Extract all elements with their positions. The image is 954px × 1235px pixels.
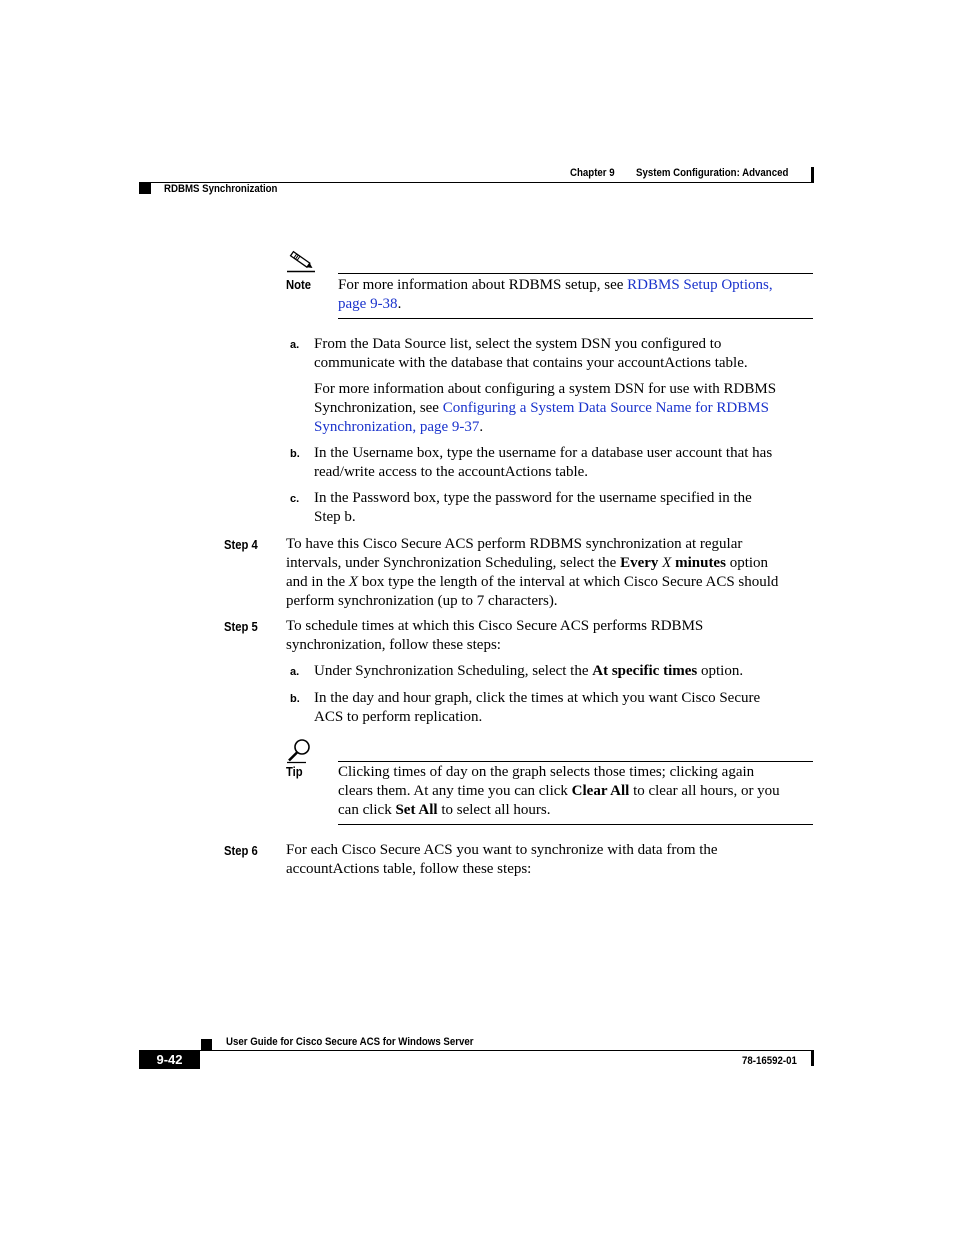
substep-a-text	[314, 335, 819, 373]
tip-line2-suffix: to clear all hours, or you	[629, 783, 780, 799]
pencil-icon	[286, 250, 316, 274]
substep-a-more	[314, 380, 819, 437]
substep-c-text	[314, 489, 819, 527]
note-link-line1[interactable]: RDBMS Setup Options,	[627, 277, 773, 293]
tip-line2-prefix: clears them. At any time you can click	[338, 783, 572, 799]
substep-b-line1: In the Username box, type the username for a database user account that has	[314, 445, 773, 461]
step4-line2-prefix: intervals, under Synchronization Scheduling, select the	[286, 555, 621, 571]
magnifier-icon	[286, 738, 312, 764]
note-link-line2[interactable]: page 9-38	[338, 296, 398, 312]
substep-a-more-line2-prefix: Synchronization, see	[314, 400, 443, 416]
step4-line2-bold1: Every	[620, 555, 663, 571]
step6-line1: For each Cisco Secure ACS you want to synchronize with data from the	[286, 842, 718, 858]
tip-line2-bold: Clear All	[571, 783, 630, 799]
step4-label: Step 4	[224, 538, 258, 552]
substep-a-more-suffix: .	[479, 419, 484, 435]
substep-c-line1: In the Password box, type the password for the username specified in the	[314, 490, 752, 506]
footer-rule	[139, 1050, 814, 1051]
header-section-block	[139, 183, 151, 194]
substep-b-text	[314, 444, 819, 482]
step4-line2-italic: X	[662, 555, 672, 571]
step4-line3-italic: X	[348, 574, 359, 590]
step4-line2-suffix: option	[725, 555, 769, 571]
tip-line1: Clicking times of day on the graph selects those times; clicking again	[338, 764, 755, 780]
substep-a-more-link-line2[interactable]: Configuring a System Data Source Name for RDBMS	[442, 400, 769, 416]
tip-line3-suffix: to select all hours.	[437, 802, 551, 818]
footer-guide-title: User Guide for Cisco Secure ACS for Windows Server	[226, 1036, 474, 1048]
note-bottom-rule	[338, 318, 813, 319]
substep-b-line2: read/write access to the accountActions table.	[314, 464, 589, 480]
step5-line2: synchronization, follow these steps:	[286, 637, 501, 653]
step5-sub-a-text	[314, 662, 819, 681]
step5-label: Step 5	[224, 620, 258, 634]
footer-page-number: 9-42	[139, 1050, 200, 1069]
step4-line2-bold2: minutes	[671, 555, 726, 571]
step4-text	[286, 535, 821, 611]
substep-b-marker: b.	[290, 448, 300, 460]
note-label: Note	[286, 278, 312, 292]
tip-line3-bold: Set All	[395, 802, 438, 818]
step5-sub-a-bold: At specific times	[592, 663, 698, 679]
step5-sub-b-line1: In the day and hour graph, click the times at which you want Cisco Secure	[314, 690, 761, 706]
step5-line1: To schedule times at which this Cisco Secure ACS performs RDBMS	[286, 618, 704, 634]
tip-top-rule	[338, 761, 813, 762]
step6-line2: accountActions table, follow these steps:	[286, 861, 532, 877]
substep-a-more-line1: For more information about configuring a system DSN for use with RDBMS	[314, 381, 777, 397]
substep-a-line1: From the Data Source list, select the system DSN you configured to	[314, 336, 722, 352]
footer-block	[201, 1039, 212, 1050]
tip-bottom-rule	[338, 824, 813, 825]
step4-line3-prefix: and in the	[286, 574, 349, 590]
step4-line3-suffix: box type the length of the interval at which Cisco Secure ACS should	[358, 574, 779, 590]
footer-doc-number: 78-16592-01	[742, 1055, 797, 1067]
substep-c-marker: c.	[290, 493, 300, 505]
step5-sub-a-marker: a.	[290, 666, 300, 678]
tip-line3-prefix: can click	[338, 802, 396, 818]
substep-a-line2: communicate with the database that contains your accountActions table.	[314, 355, 748, 371]
note-text	[338, 276, 818, 314]
step5-sub-b-marker: b.	[290, 693, 300, 705]
step5-sub-b-text	[314, 689, 819, 727]
step5-sub-a-suffix: option.	[697, 663, 744, 679]
step5-text	[286, 617, 821, 655]
header-chapter: Chapter 9	[570, 167, 615, 179]
header-right-bar	[811, 167, 814, 183]
step6-text	[286, 841, 821, 879]
note-top-rule	[338, 273, 813, 274]
substep-a-more-link-line3[interactable]: Synchronization, page 9-37	[314, 419, 480, 435]
step5-sub-a-prefix: Under Synchronization Scheduling, select the	[314, 663, 593, 679]
substep-c-line2: Step b.	[314, 509, 356, 525]
header-chapter-title: System Configuration: Advanced	[636, 167, 789, 179]
footer-right-bar	[811, 1050, 814, 1066]
step4-line1: To have this Cisco Secure ACS perform RDBMS synchronization at regular	[286, 536, 743, 552]
step4-line4: perform synchronization (up to 7 characters).	[286, 593, 558, 609]
tip-label: Tip	[286, 765, 303, 779]
header-section: RDBMS Synchronization	[164, 183, 278, 195]
note-text-prefix: For more information about RDBMS setup, see	[338, 277, 628, 293]
step6-label: Step 6	[224, 844, 258, 858]
substep-a-marker: a.	[290, 339, 300, 351]
tip-text	[338, 763, 818, 820]
step5-sub-b-line2: ACS to perform replication.	[314, 709, 483, 725]
note-text-suffix: .	[397, 296, 402, 312]
